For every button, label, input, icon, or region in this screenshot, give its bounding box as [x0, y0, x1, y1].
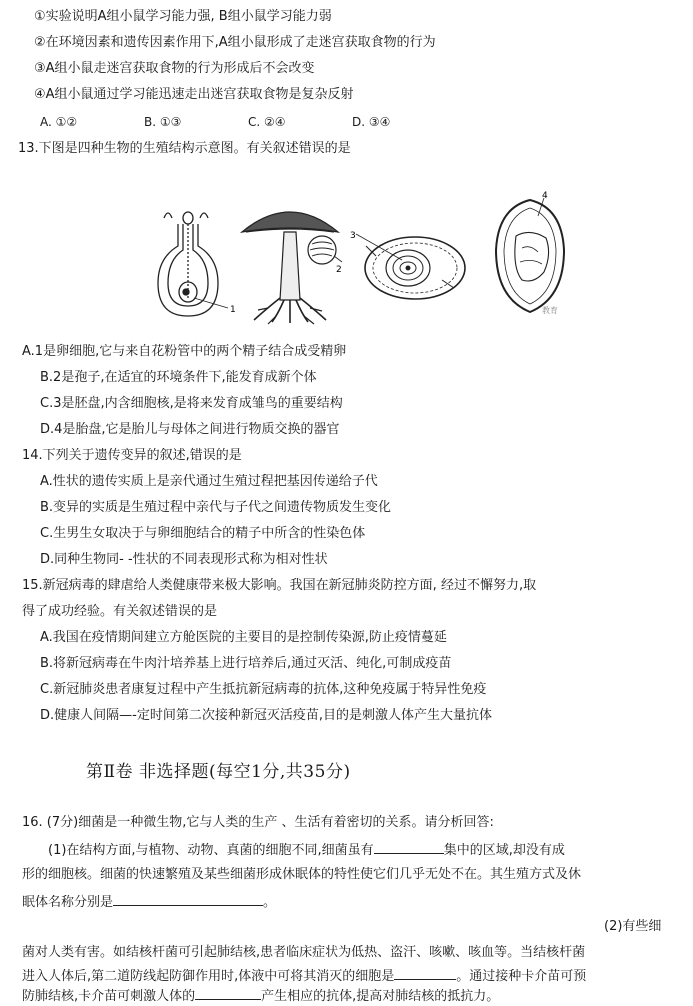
q16-part2-line-a: 菌对人类有害。如结核杆菌可引起肺结核,患者临床症状为低热、盗汗、咳嗽、咳血等。当结核杆菌	[22, 945, 586, 960]
mushroom-diagram	[242, 212, 342, 324]
q16-part1-text-a: (1)在结构方面,与植物、动物、真菌的细胞不同,细菌虽有	[48, 843, 374, 858]
seed-diagram	[496, 198, 564, 312]
q14-option-c[interactable]: C.生男生女取决于与卵细胞结合的精子中所含的性染色体	[40, 526, 366, 541]
section-2-title: 第Ⅱ卷 非选择题(每空1分,共35分)	[86, 762, 351, 782]
q15-option-b[interactable]: B.将新冠病毒在牛肉汁培养基上进行培养后,通过灭活、纯化,可制成疫苗	[40, 656, 452, 671]
q16-part2-line-b	[22, 966, 586, 986]
q13-stem: 13.下图是四种生物的生殖结构示意图。有关叙述错误的是	[18, 141, 351, 156]
reproductive-structures-figure	[150, 188, 580, 330]
q13-option-a[interactable]: A.1是卵细胞,它与来自花粉管中的两个精子结合成受精卵	[22, 344, 347, 359]
q16-part2-text-b1: 进入人体后,第二道防线起防御作用时,体液中可将其消灭的细胞是	[22, 969, 395, 984]
q14-option-d[interactable]: D.同种生物同- -性状的不同表现形式称为相对性状	[40, 552, 328, 567]
q14-stem: 14.下列关于遗传变异的叙述,错误的是	[22, 448, 242, 463]
q15-option-d[interactable]: D.健康人间隔—-定时间第二次接种新冠灭活疫苗,目的是刺激人体产生大量抗体	[40, 708, 492, 723]
q13-option-c[interactable]: C.3是胚盘,内含细胞核,是将来发育成雏鸟的重要结构	[40, 396, 343, 411]
egg-diagram	[356, 234, 465, 299]
q12-options	[40, 113, 456, 131]
q12-option-b[interactable]: B. ①③	[144, 115, 182, 129]
q15-option-a[interactable]: A.我国在疫情期间建立方舱医院的主要目的是控制传染源,防止疫情蔓延	[40, 630, 447, 645]
q16-part2-text-c1: 防肺结核,卡介苗可刺激人体的	[22, 989, 196, 1004]
q13-option-d[interactable]: D.4是胎盘,它是胎儿与母体之间进行物质交换的器官	[40, 422, 340, 437]
q12-option-d[interactable]: D. ③④	[352, 115, 391, 129]
q16-part2-text-c2: 产生相应的抗体,提高对肺结核的抵抗力。	[261, 989, 500, 1004]
q16-blank-2[interactable]	[113, 892, 263, 906]
q16-blank-4[interactable]	[195, 986, 261, 1000]
figure-label-3: 3	[350, 231, 356, 241]
figure-label-1: 1	[230, 305, 236, 315]
q12-statement-1: ①实验说明A组小鼠学习能力强, B组小鼠学习能力弱	[34, 9, 332, 24]
q14-option-a[interactable]: A.性状的遗传实质上是亲代通过生殖过程把基因传递给子代	[40, 474, 378, 489]
q12-statement-3: ③A组小鼠走迷宫获取食物的行为形成后不会改变	[34, 61, 315, 76]
ovary-diagram	[158, 212, 228, 316]
q15-stem-line-2: 得了成功经验。有关叙述错误的是	[22, 604, 218, 619]
q16-part1-line-d	[22, 892, 276, 912]
q12-option-a[interactable]: A. ①②	[40, 115, 78, 129]
figure-watermark: 教育	[542, 306, 558, 315]
q16-blank-1[interactable]	[374, 840, 444, 854]
q16-part1-text-b: 集中的区域,却没有成	[443, 843, 565, 858]
q12-statement-4: ④A组小鼠通过学习能迅速走出迷宫获取食物是复杂反射	[34, 87, 354, 102]
q16-intro: 16. (7分)细菌是一种微生物,它与人类的生产 、生活有着密切的关系。请分析回答:	[22, 815, 494, 830]
q16-part1-text-d-end: 。	[263, 895, 277, 910]
q16-part2-label: (2)有些细	[604, 919, 662, 934]
q12-statement-2: ②在环境因素和遗传因素作用下,A组小鼠形成了走迷宫获取食物的行为	[34, 35, 436, 50]
q12-option-c[interactable]: C. ②④	[248, 115, 286, 129]
q16-part2-line-c	[22, 986, 499, 1006]
q16-blank-3[interactable]	[394, 966, 456, 980]
q14-option-b[interactable]: B.变异的实质是生殖过程中亲代与子代之间遗传物质发生变化	[40, 500, 392, 515]
figure-label-2: 2	[336, 265, 342, 275]
q13-option-b[interactable]: B.2是孢子,在适宜的环境条件下,能发育成新个体	[40, 370, 317, 385]
q16-part1-line-a	[48, 840, 565, 860]
q16-part1-line-c: 形的细胞核。细菌的快速繁殖及某些细菌形成休眠体的特性使它们几乎无处不在。其生殖方式及休	[22, 867, 582, 882]
q16-part1-text-d: 眠体名称分别是	[22, 895, 114, 910]
figure-label-4: 4	[542, 191, 548, 201]
q15-stem-line-1: 15.新冠病毒的肆虐给人类健康带来极大影响。我国在新冠肺炎防控方面, 经过不懈努力,取	[22, 578, 537, 593]
q15-option-c[interactable]: C.新冠肺炎患者康复过程中产生抵抗新冠病毒的抗体,这种免疫属于特异性免疫	[40, 682, 487, 697]
q16-part2-text-b2: 。通过接种卡介苗可预	[456, 969, 587, 984]
